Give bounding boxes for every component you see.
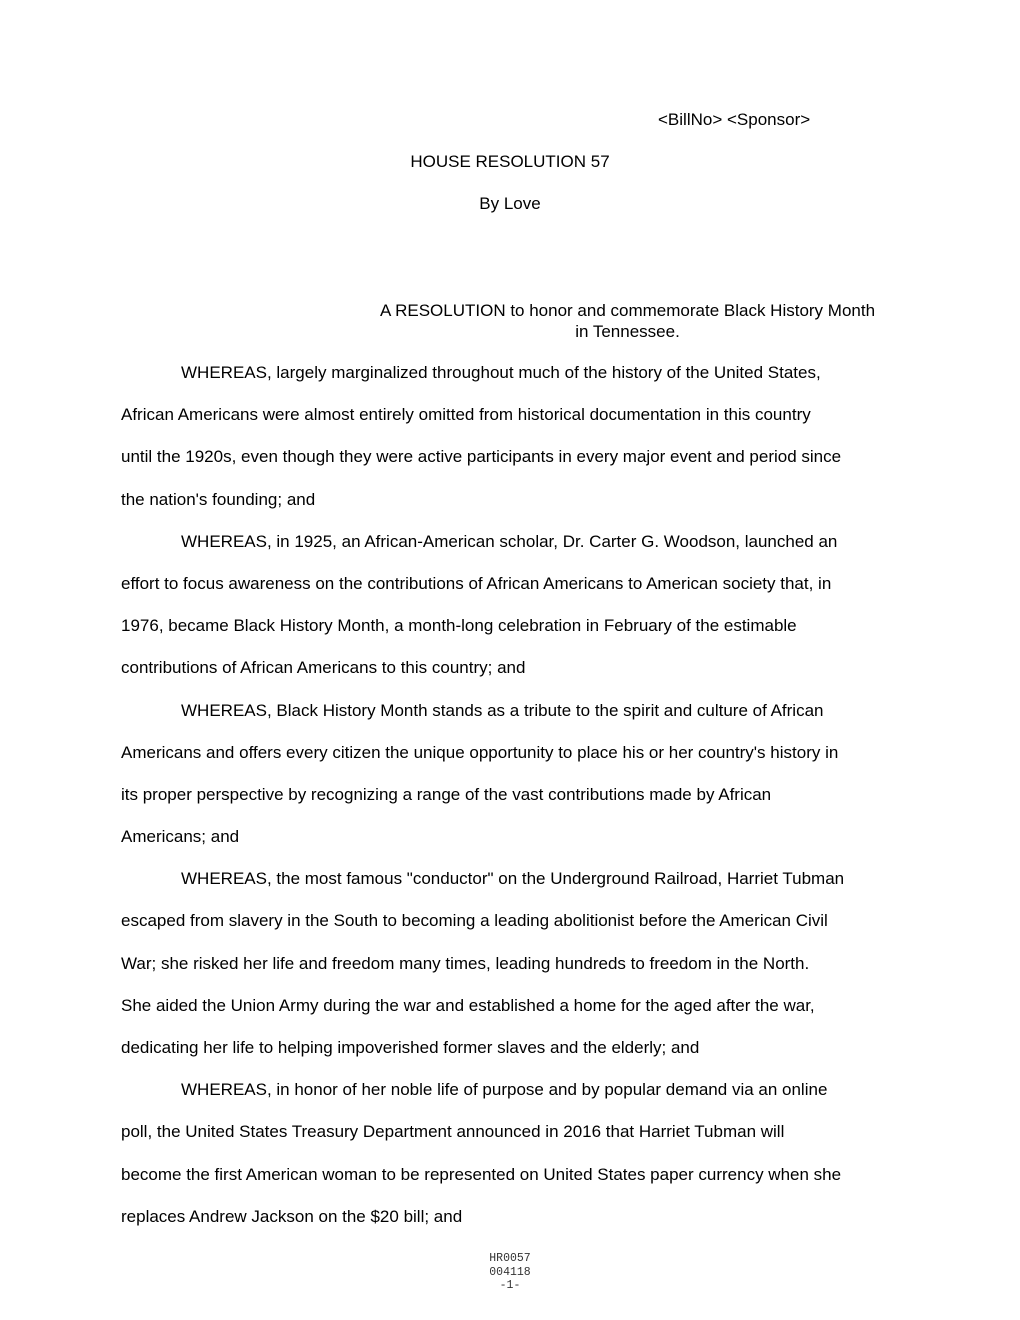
body-line: the nation's founding; and [121, 489, 316, 509]
resolution-body [121, 362, 901, 1248]
bill-sponsor-placeholder: <BillNo> <Sponsor> [658, 110, 811, 129]
body-line: She aided the Union Army during the war and established a home for the aged after the war, [121, 995, 815, 1015]
footer-code: 004118 [489, 1265, 531, 1279]
body-line: WHEREAS, in 1925, an African-American scholar, Dr. Carter G. Woodson, launched an [181, 531, 838, 551]
body-line: escaped from slavery in the South to becoming a leading abolitionist before the American Civil [121, 911, 828, 931]
body-line: WHEREAS, in honor of her noble life of purpose and by popular demand via an online [181, 1080, 828, 1100]
body-line: WHEREAS, largely marginalized throughout much of the history of the United States, [181, 363, 821, 382]
caption-line: in Tennessee. [575, 322, 680, 341]
body-line: African Americans were almost entirely omitted from historical documentation in this country [121, 405, 811, 425]
footer-doc-id: HR0057 [489, 1252, 531, 1265]
caption-line: A RESOLUTION to honor and commemorate Black History Month [379, 301, 876, 320]
body-line: its proper perspective by recognizing a range of the vast contributions made by African [121, 784, 772, 804]
body-line: become the first American woman to be represented on United States paper currency when she [121, 1164, 842, 1184]
body-line: until the 1920s, even though they were active participants in every major event and period since [121, 447, 842, 467]
body-line: dedicating her life to helping impoverished former slaves and the elderly; and [121, 1038, 700, 1057]
body-line: poll, the United States Treasury Department announced in 2016 that Harriet Tubman will [121, 1122, 785, 1142]
body-line: Americans and offers every citizen the unique opportunity to place his or her country's history in [121, 742, 839, 762]
page-footer [0, 1252, 1020, 1293]
body-line: WHEREAS, Black History Month stands as a tribute to the spirit and culture of African [181, 700, 824, 720]
body-line: War; she risked her life and freedom many times, leading hundreds to freedom in the North. [121, 953, 810, 973]
body-line: Americans; and [121, 827, 240, 847]
body-line: effort to focus awareness on the contributions of African Americans to American society that, in [121, 573, 832, 593]
resolution-caption [355, 300, 900, 342]
body-line: contributions of African Americans to this country; and [121, 658, 526, 678]
sponsor-line: By Love [479, 194, 541, 213]
body-line: replaces Andrew Jackson on the $20 bill; and [121, 1206, 463, 1226]
page-title: HOUSE RESOLUTION 57 [410, 152, 610, 171]
page-number: -1- [499, 1279, 521, 1292]
body-line: 1976, became Black History Month, a month-long celebration in February of the estimable [121, 616, 797, 636]
body-line: WHEREAS, the most famous "conductor" on the Underground Railroad, Harriet Tubman [181, 869, 845, 889]
